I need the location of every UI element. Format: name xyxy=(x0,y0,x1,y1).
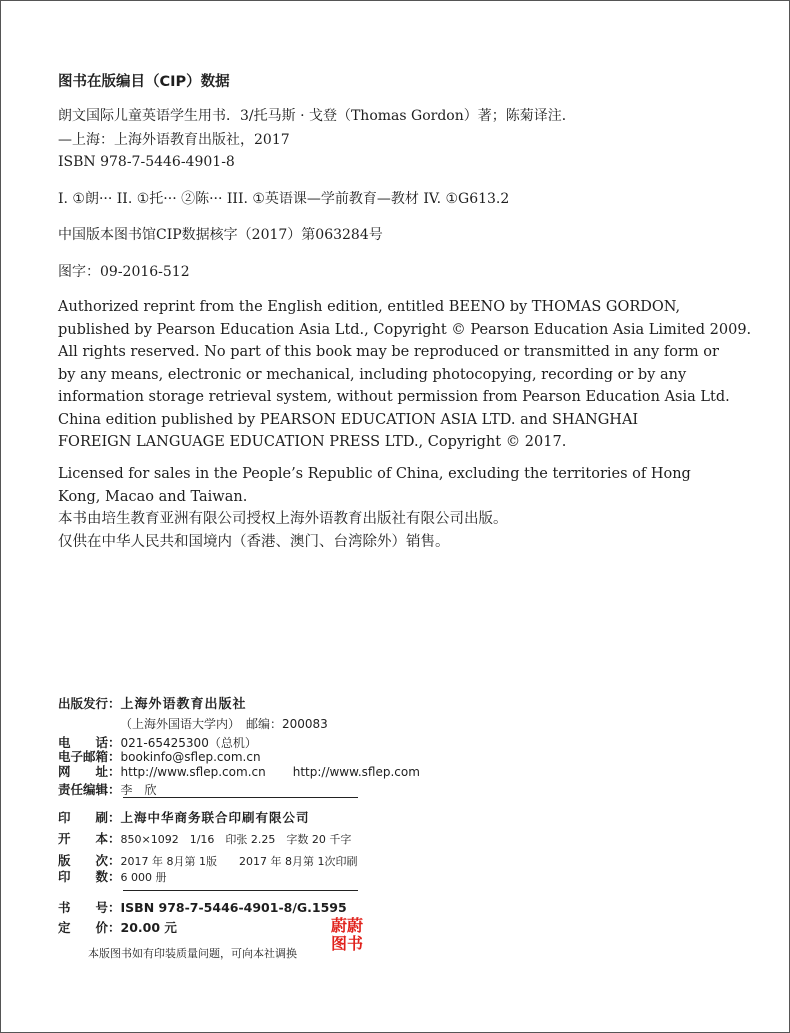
cip-line-2: —上海：上海外语教育出版社，2017 xyxy=(58,132,290,148)
copyright-paragraph xyxy=(58,296,751,454)
price-value: 20.00 元 xyxy=(120,920,177,935)
phone-label: 电 话： xyxy=(58,735,121,750)
isbn-value: ISBN 978-7-5446-4901-8/G.1595 xyxy=(120,900,347,915)
phone-value: 021-65425300（总机） xyxy=(120,736,257,750)
publisher-address: （上海外国语大学内） 邮编：200083 xyxy=(120,717,328,731)
copyright-line: Authorized reprint from the English edition, entitled BEENO by THOMAS GORDON, xyxy=(58,299,681,315)
cip-subjects: I. ①朗··· II. ①托··· ②陈··· III. ①英语课—学前教育—教材 IV. ①G613.2 xyxy=(58,191,510,207)
format-label: 开 本： xyxy=(58,831,121,846)
license-line: Licensed for sales in the People’s Republic of China, excluding the territories of Hong xyxy=(58,466,691,482)
copyright-line: FOREIGN LANGUAGE EDUCATION PRESS LTD., Copyright © 2017. xyxy=(58,434,567,450)
quality-notice: 本版图书如有印装质量问题，可向本社调换 xyxy=(88,947,297,960)
license-line: Kong, Macao and Taiwan. xyxy=(58,488,248,505)
license-line: 本书由培生教育亚洲有限公司授权上海外语教育出版社有限公司出版。 xyxy=(58,511,508,527)
price-label: 定 价： xyxy=(58,920,121,935)
print-run-label: 印 数： xyxy=(58,869,121,884)
copyright-line: information storage retrieval system, without permission from Pearson Education Asia Ltd. xyxy=(58,389,730,405)
email-label: 电子邮箱： xyxy=(58,749,121,764)
format-value: 850×1092 1/16 印张 2.25 字数 20 千字 xyxy=(120,833,352,846)
copyright-line: China edition published by PEARSON EDUCATION ASIA LTD. and SHANGHAI xyxy=(58,411,639,428)
cip-line-1: 朗文国际儿童英语学生用书．3/托马斯 · 戈登（Thomas Gordon）著；陈菊译注． xyxy=(58,108,576,124)
license-line: 仅供在中华人民共和国境内（香港、澳门、台湾除外）销售。 xyxy=(58,533,450,550)
edition-label: 版 次： xyxy=(58,853,121,868)
copyright-line: published by Pearson Education Asia Ltd., Copyright © Pearson Education Asia Limited 2009. xyxy=(58,321,752,338)
price-row xyxy=(58,917,177,936)
publisher-name: 上海外语教育出版社 xyxy=(120,697,247,712)
stamp-line-1: 蔚蔚 xyxy=(331,916,364,935)
editor-label: 责任编辑： xyxy=(58,782,121,797)
cip-heading: 图书在版编目（CIP）数据 xyxy=(58,74,230,90)
isbn-row xyxy=(58,897,347,916)
isbn-label: 书 号： xyxy=(58,900,121,915)
license-paragraph xyxy=(58,463,691,553)
editor-value: 李 欣 xyxy=(120,783,157,797)
web-row xyxy=(58,761,420,780)
publisher-row xyxy=(58,693,247,712)
web-value-2: http://www.sflep.com xyxy=(292,765,420,779)
divider-1 xyxy=(123,797,358,798)
divider-2 xyxy=(123,890,358,891)
watermark-stamp xyxy=(331,917,363,953)
printer-row xyxy=(58,807,310,826)
email-value: bookinfo@sflep.com.cn xyxy=(120,750,261,764)
cip-map-number: 图字：09-2016-512 xyxy=(58,264,190,280)
cip-core-number: 中国版本图书馆CIP数据核字（2017）第063284号 xyxy=(58,227,383,243)
web-label: 网 址： xyxy=(58,764,121,779)
stamp-line-2: 图书 xyxy=(331,934,364,953)
copyright-line: by any means, electronic or mechanical, including photocopying, recording or by any xyxy=(58,366,687,383)
print-run-value: 6 000 册 xyxy=(120,871,167,884)
editor-row xyxy=(58,779,157,798)
printer-label: 印 刷： xyxy=(58,810,121,825)
format-row xyxy=(58,828,351,847)
print-run-row xyxy=(58,866,167,885)
copyright-line: All rights reserved. No part of this book may be reproduced or transmitted in any form or xyxy=(58,344,719,360)
publisher-label: 出版发行： xyxy=(58,696,121,711)
printer-value: 上海中华商务联合印刷有限公司 xyxy=(120,810,310,825)
edition-value: 2017 年 8月第 1版 2017 年 8月第 1次印刷 xyxy=(120,855,358,868)
web-value-1: http://www.sflep.com.cn xyxy=(120,765,266,779)
cip-line-3: ISBN 978-7-5446-4901-8 xyxy=(58,154,235,170)
